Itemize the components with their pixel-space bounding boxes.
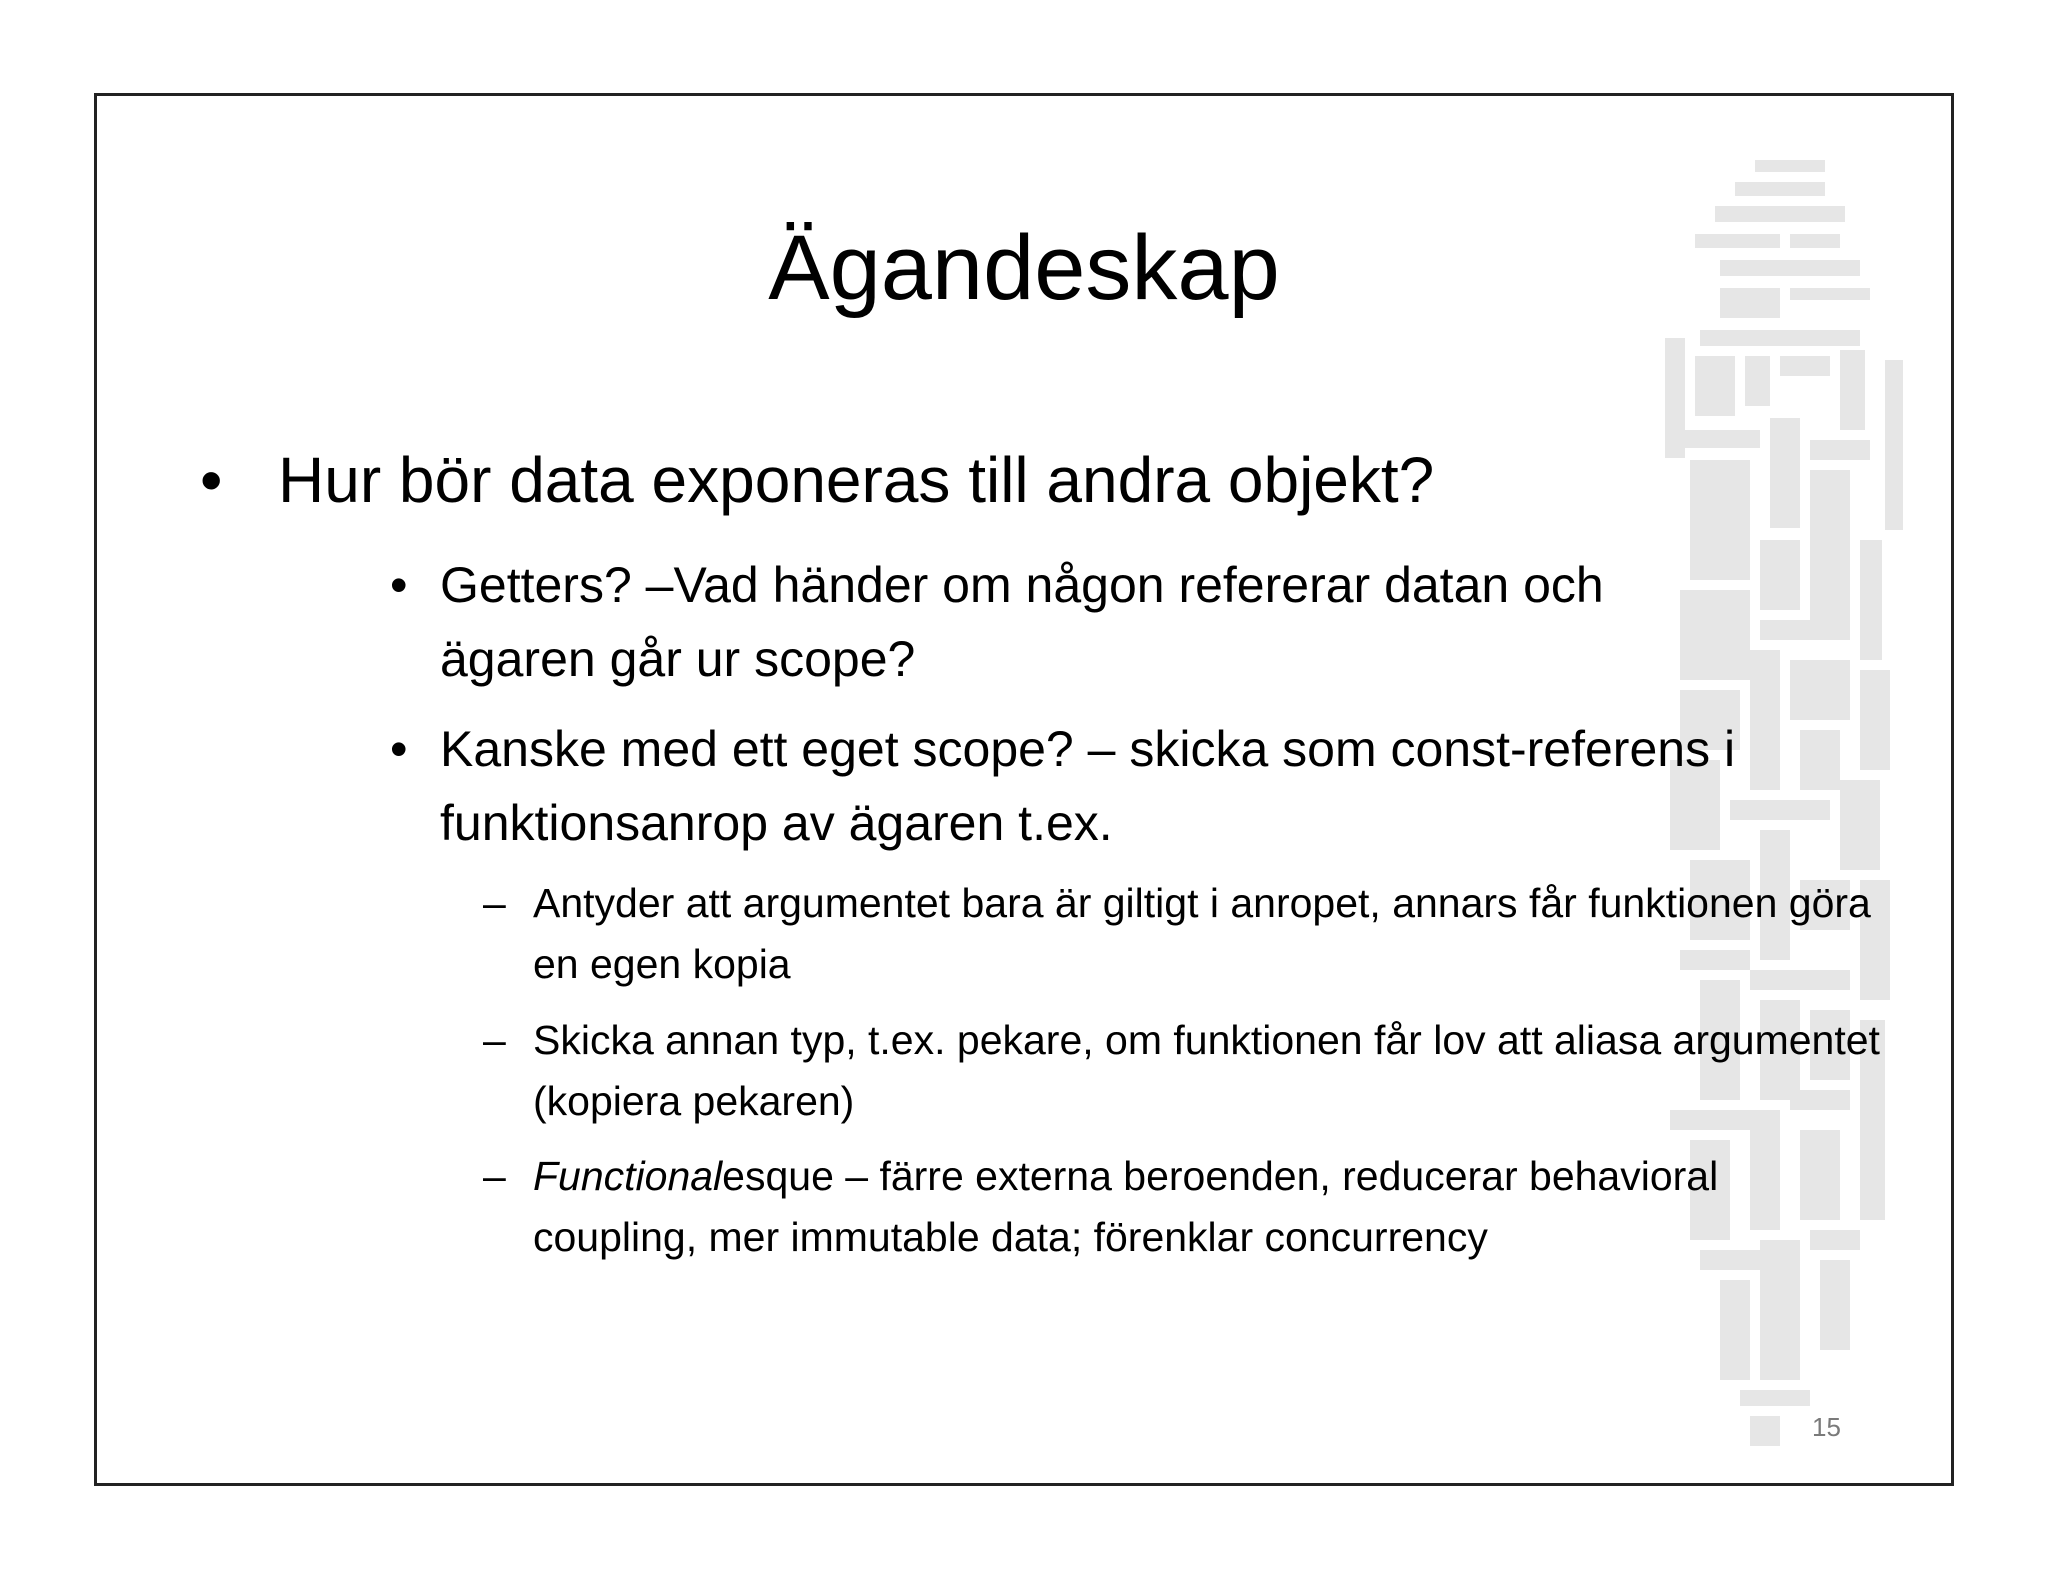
main-bullet-item (200, 440, 1700, 520)
slide-title: Ägandeskap (768, 217, 1280, 319)
sub-sub-bullet-item (483, 1010, 1883, 1132)
sub-sub-bullet-item (483, 1146, 1883, 1268)
page-number: 15 (1812, 1412, 1841, 1442)
bullet-marker: • (200, 444, 223, 516)
item-rest-text: esque – färre externa beroenden, reducerar behavioral coupling, mer immutable data; förenklar concurrency (533, 1153, 1719, 1260)
sub-sub-bullet-text: Antyder att argumentet bara är giltigt i anropet, annars får funktionen göra en egen kopia (533, 880, 1871, 987)
dash-marker: – (483, 1153, 506, 1199)
main-bullet-text: Hur bör data exponeras till andra objekt? (278, 444, 1435, 516)
bullet-marker: • (390, 721, 408, 777)
bullet-marker: • (390, 557, 408, 613)
dash-marker: – (483, 1017, 506, 1063)
sub-bullet-text: Kanske med ett eget scope? – skicka som const-referens i funktionsanrop av ägaren t.ex. (440, 721, 1736, 851)
italic-term: Functional (533, 1153, 723, 1199)
dash-marker: – (483, 880, 506, 926)
sub-bullet-item (390, 712, 1770, 860)
sub-sub-bullet-item (483, 873, 1883, 995)
sub-sub-bullet-text (533, 1146, 1883, 1268)
sub-bullet-text: Getters? –Vad händer om någon refererar datan och ägaren går ur scope? (440, 557, 1604, 687)
sub-sub-bullet-text: Skicka annan typ, t.ex. pekare, om funktionen får lov att aliasa argumentet (kopiera pekaren) (533, 1017, 1880, 1124)
sub-bullet-item (390, 548, 1770, 696)
